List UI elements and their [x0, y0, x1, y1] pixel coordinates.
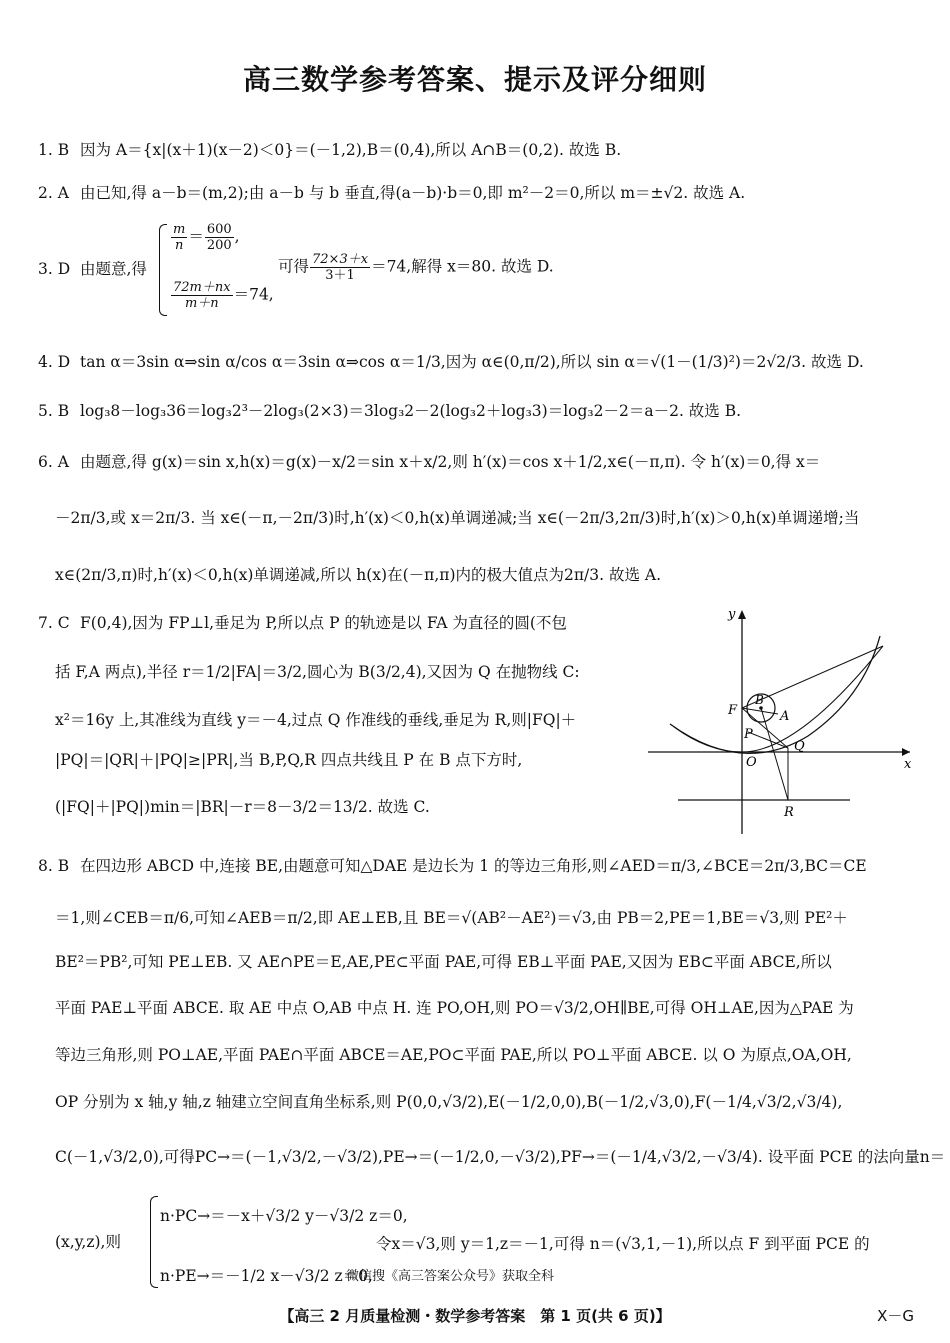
answer-3-number: 3. D [38, 260, 71, 278]
watermark-text: 微信搜《高三答案公众号》获取全科 [346, 1269, 555, 1284]
answer-8-line-5: 等边三角形,则 PO⊥AE,平面 PAE∩平面 ABCE＝AE,PO⊂平面 PAE,所以 PO⊥平面 ABCE. 以 O 为原点,OA,OH, [55, 1046, 852, 1064]
parabola-figure [648, 606, 918, 838]
answer-1-number: 1. B [38, 141, 70, 159]
q3-eq: ＝ [188, 227, 204, 246]
answer-2 [38, 183, 745, 203]
q8-system-brace [150, 1196, 158, 1288]
answer-8-line-3: BE²＝PB²,可知 PE⊥EB. 又 AE∩PE＝E,AE,PE⊂平面 PAE,可得 EB⊥平面 PAE,又因为 EB⊂平面 ABCE,所以 [55, 953, 832, 971]
x-axis-arrow [902, 748, 910, 756]
answer-7-line-4: |PQ|＝|QR|＋|PQ|≥|PR|,当 B,P,Q,R 四点共线且 P 在 B 点下方时, [55, 751, 523, 769]
answer-8-line-1 [38, 856, 867, 876]
answer-5 [38, 401, 741, 421]
answer-4 [38, 352, 864, 372]
answer-5-text: log₃8－log₃36＝log₃2³－2log₃(2×3)＝3log₃2－2(log₃2＋log₃3)＝log₃2－2＝a－2. 故选 B. [80, 402, 742, 420]
q3-system-row-1 [170, 222, 240, 253]
answer-5-number: 5. B [38, 402, 70, 420]
q3-frac-top: 72m＋nx [173, 280, 231, 295]
answer-4-text: tan α＝3sin α⇒sin α/cos α＝3sin α⇒cos α＝1/3,因为 α∈(0,π/2),所以 sin α＝√(1－(1/3)²)＝2√2/3. 故选 D. [80, 353, 864, 371]
answer-6-line-2: －2π/3,或 x＝2π/3. 当 x∈(－π,－2π/3)时,h′(x)＜0,h(x)单调递减;当 x∈(－2π/3,2π/3)时,h′(x)＞0,h(x)单调递增;当 [55, 509, 860, 527]
answer-7-line-1 [38, 613, 567, 633]
q3-result-frac-top: 72×3＋x [312, 252, 369, 267]
answer-2-text: 由已知,得 a－b＝(m,2);由 a－b 与 b 垂直,得(a－b)·b＝0,即 m²－2＝0,所以 m＝±√2. 故选 A. [80, 184, 746, 202]
q3-result-frac-bottom: 3＋1 [325, 268, 355, 283]
page-title: 高三数学参考答案、提示及评分细则 [242, 63, 707, 96]
parabola-branch [674, 646, 883, 752]
parabola-curve [670, 636, 880, 753]
q3-frac-600: 600 [206, 222, 232, 237]
answer-6-line-1 [38, 452, 820, 472]
answer-6-text-1: 由题意,得 g(x)＝sin x,h(x)＝g(x)－x/2＝sin x＋x/2,则 h′(x)＝cos x＋1/2,x∈(－π,π). 令 h′(x)＝0,得 x＝ [80, 453, 821, 471]
label-A: A [780, 709, 790, 724]
q3-eq-74: ＝74, [233, 285, 274, 304]
q3-frac-m: m [173, 222, 186, 237]
answer-1 [38, 140, 621, 160]
answer-7-line-2: 括 F,A 两点),半径 r＝1/2|FA|＝3/2,圆心为 B(3/2,4),又因为 Q 在抛物线 C: [55, 663, 580, 681]
q3-comma: , [234, 227, 240, 246]
answer-7-number: 7. C [38, 614, 70, 632]
q3-result [278, 252, 554, 283]
label-B: B [755, 693, 764, 707]
q3-frac-200: 200 [206, 238, 232, 253]
q8-system-row-1: n·PC→＝－x＋√3/2 y－√3/2 z＝0, [160, 1207, 408, 1225]
answer-7-line-5: (|FQ|＋|PQ|)min＝|BR|－r＝8－3/2＝13/2. 故选 C. [55, 798, 430, 816]
label-y: y [728, 607, 736, 622]
q3-mid: 可得 [278, 257, 310, 276]
q3-tail: ＝74,解得 x＝80. 故选 D. [371, 257, 554, 276]
answer-7-line-3: x²＝16y 上,其准线为直线 y＝－4,过点 Q 作准线的垂线,垂足为 R,则|FQ|＋ [55, 711, 577, 729]
q8-tail: 令x＝√3,则 y＝1,z＝－1,可得 n＝(√3,1,－1),所以点 F 到平面 PCE 的 [376, 1235, 870, 1253]
answer-3-lead: 由题意,得 [80, 260, 147, 278]
q3-system-row-2 [170, 280, 274, 311]
label-P: P [744, 727, 753, 742]
label-Q: Q [794, 739, 805, 754]
answer-3 [38, 259, 147, 279]
answer-6-line-3: x∈(2π/3,π)时,h′(x)＜0,h(x)单调递减,所以 h(x)在(－π,π)内的极大值点为2π/3. 故选 A. [55, 566, 662, 584]
page-footer: 【高三 2 月质量检测・数学参考答案 第 1 页(共 6 页)】 [279, 1307, 671, 1325]
q3-frac-bottom: m＋n [184, 296, 219, 311]
answer-8-line-2: ＝1,则∠CEB＝π/6,可知∠AEB＝π/2,即 AE⊥EB,且 BE＝√(AB²－AE²)＝√3,由 PB＝2,PE＝1,BE＝√3,则 PE²＋ [55, 909, 848, 927]
answer-4-number: 4. D [38, 353, 71, 371]
answer-8-system-lead: (x,y,z),则 [55, 1233, 121, 1251]
answer-8-line-4: 平面 PAE⊥平面 ABCE. 取 AE 中点 O,AB 中点 H. 连 PO,OH,则 PO＝√3/2,OH∥BE,可得 OH⊥AE,因为△PAE 为 [55, 999, 854, 1017]
answer-2-number: 2. A [38, 184, 69, 202]
answer-7-text-1: F(0,4),因为 FP⊥l,垂足为 P,所以点 P 的轨迹是以 FA 为直径的圆(不包 [80, 614, 567, 632]
label-F: F [728, 703, 738, 718]
q3-frac-n: n [174, 238, 184, 253]
answer-6-number: 6. A [38, 453, 69, 471]
answer-8-text-1: 在四边形 ABCD 中,连接 BE,由题意可知△DAE 是边长为 1 的等边三角形,则∠AED＝π/3,∠BCE＝2π/3,BC＝CE [80, 857, 867, 875]
q8-system-row-2: n·PE→＝－1/2 x－√3/2 z＝0, [160, 1267, 373, 1285]
answer-8-line-6: OP 分别为 x 轴,y 轴,z 轴建立空间直角坐标系,则 P(0,0,√3/2),E(－1/2,0,0),B(－1/2,√3,0),F(－1/4,√3/2,√3/4), [55, 1093, 843, 1111]
paper-code: X－G [877, 1307, 914, 1325]
label-O: O [746, 755, 757, 770]
label-R: R [784, 805, 794, 820]
label-x: x [904, 757, 912, 772]
answer-1-text: 因为 A＝{x|(x＋1)(x－2)＜0}＝(－1,2),B＝(0,4),所以 A∩B＝(0,2). 故选 B. [80, 141, 622, 159]
answer-8-line-7: C(－1,√3/2,0),可得PC→＝(－1,√3/2,－√3/2),PE→＝(－1/2,0,－√3/2),PF→＝(－1/4,√3/2,－√3/4). 设平面 PCE 的法向量n＝ [55, 1148, 946, 1166]
system-brace [159, 224, 167, 316]
answer-8-number: 8. B [38, 857, 70, 875]
y-axis-arrow [738, 610, 746, 619]
